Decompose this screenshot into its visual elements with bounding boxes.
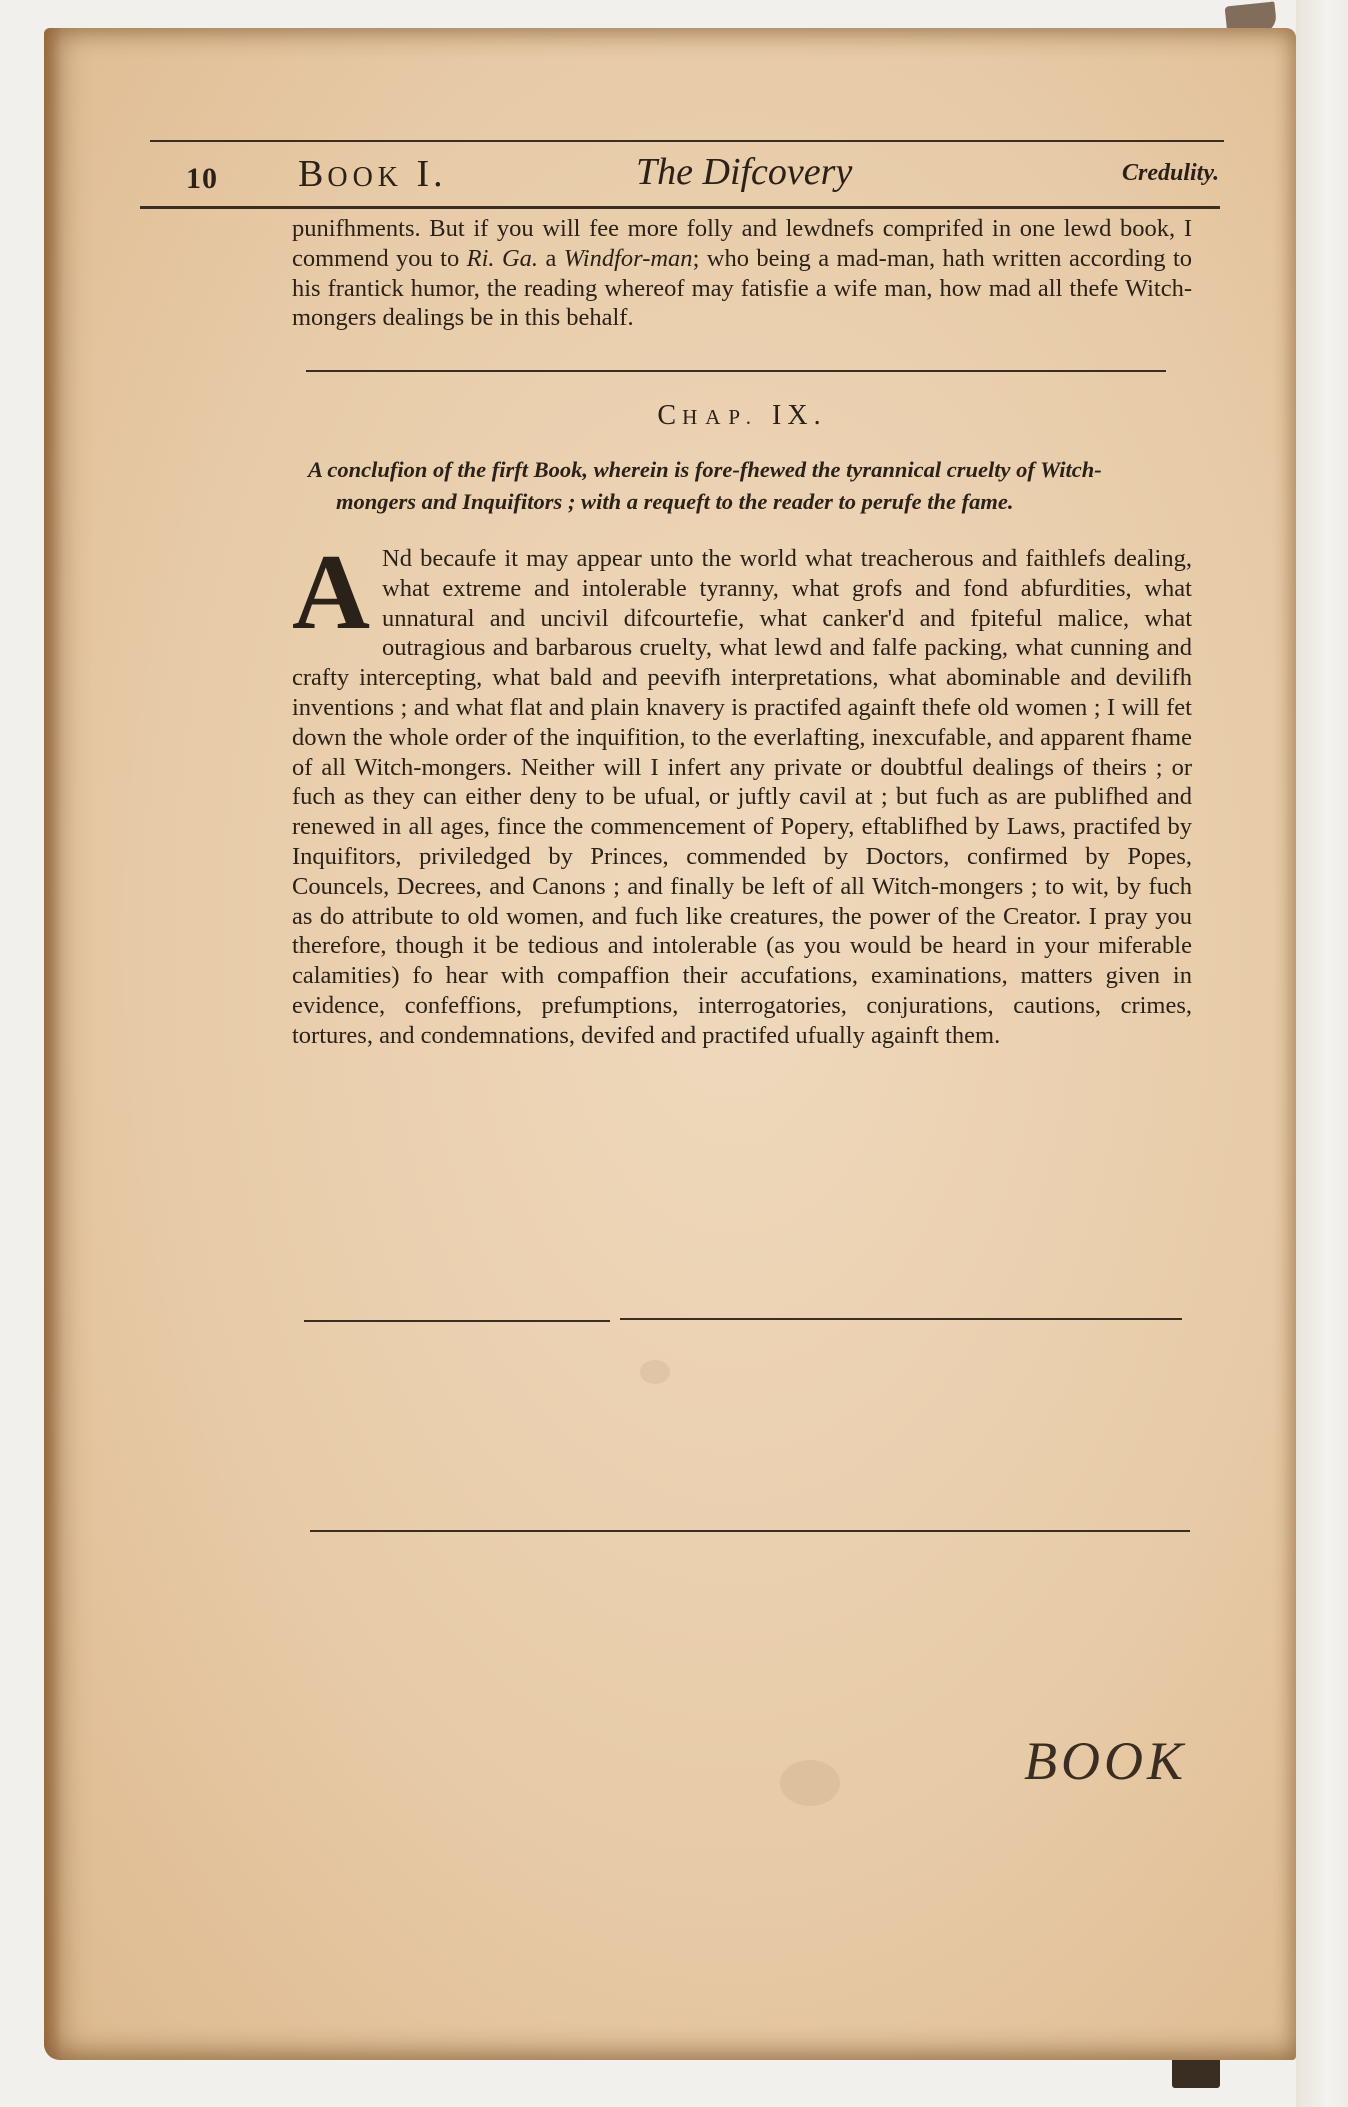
page-gutter-shadow [44,28,62,2060]
adjacent-page-strip [1296,0,1348,2107]
paper-stain [640,1360,670,1384]
chapter-numeral: IX. [772,400,827,431]
page-number: 10 [186,162,218,195]
book-label-numeral: I. [403,153,447,195]
end-rule [310,1530,1190,1532]
head-rule-bottom [140,206,1220,209]
running-title: The Difcovery [636,151,853,193]
chapter-body: A Nd becaufe it may appear unto the world what treacherous and faithlefs dealing, what extreme and intolerable tyranny, what grofs and fond abfurdities, what unnatural and uncivil difcourtefie, what canker'd and fpiteful malice, what outragious and barbarous cruelty, what lewd and falfe packing, what cunning and crafty intercepting, what bald and peevifh interpretations, what abominable and devilifh inventions ; and what flat and plain knavery is practifed againft thefe old women ; I will fet down the whole order of the inquifition, to the everlafting, inexcufable, and apparent fhame of all Witch-mongers. Neither will I infert any private or doubtful dealings of theirs ; or fuch as they can either deny to be ufual, or juftly cavil at ; but fuch as are publifhed and renewed in all ages, fince the commencement of Popery, eftablifhed by Laws, practifed by Inquifitors, priviledged by Princes, commended by Doctors, confirmed by Popes, Councels, Decrees, and Canons ; and finally be left of all Witch-mongers ; to wit, by fuch as do attribute to old women, and fuch like creatures, the power of the Creator. I pray you therefore, though it be tedious and intolerable (as you would be heard in your miferable calamities) fo hear with compaffion their accufations, examinations, matters given in evidence, confeffions, prefumptions, interrogatories, conjurations, cautions, crimes, tortures, and condemnations, devifed and practifed ufually againft them. [292,533,1192,1049]
book-label-smallcaps: OOK [327,162,404,193]
head-rule-top [150,140,1224,142]
chapter-heading: CHAP. IX. [657,400,827,431]
place-name: Windfor-man [563,244,693,272]
closing-rule-left [304,1320,610,1322]
closing-rule-right [620,1318,1182,1320]
catchword: BOOK [1024,1731,1187,1791]
paper-stain [780,1760,840,1806]
continued-paragraph: punifhments. But if you will fee more folly and lewdnefs comprifed in one lewd book, I commend you to Ri. Ga. a Windfor-man; who being a mad-man, hath written according to his frantick humor, the reading whereof may fatisfie a wife man, how mad all thefe Witch-mongers dealings be in this behalf. [292,215,1193,332]
book-label-initial: B [298,153,328,195]
book-label [298,152,447,196]
section-rule [306,370,1166,372]
running-topic: Credulity. [1122,160,1220,186]
drop-cap: A [292,533,370,652]
chapter-argument: A conclufion of the firft Book, wherein is fore-fhewed the tyrannical cruelty of Witch- mongers and Inquifitors ; with a requeft to the reader to perufe the fame. [308,457,1102,514]
person-name: Ri. Ga. [466,244,539,272]
